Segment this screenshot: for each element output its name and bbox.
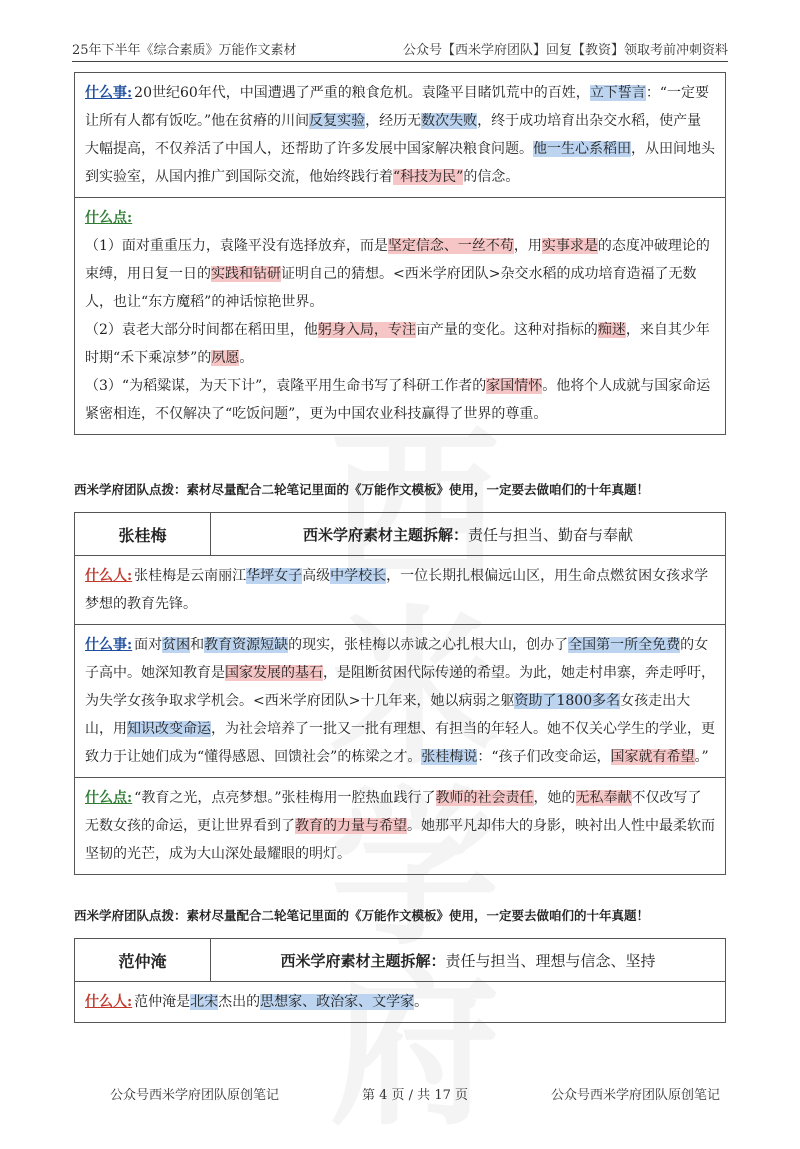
page-footer [110, 1084, 720, 1103]
person-name: 范仲淹 [75, 939, 211, 981]
point-cell [75, 197, 725, 434]
who-label: 什么人: [85, 994, 133, 1010]
material-block-zhang [74, 512, 726, 875]
what-label: 什么事: [85, 85, 133, 101]
who-label: 什么人: [85, 568, 133, 584]
material-block-fan [74, 938, 726, 1023]
who-cell: 什么人: 张桂梅是云南丽江华坪女子高级中学校长，一位长期扎根偏远山区，用生命点燃贫困女孩求学梦想的教育先锋。 [85, 568, 709, 612]
title-row [75, 939, 725, 982]
footer-left: 公众号西米学府团队原创笔记 [110, 1088, 280, 1103]
footer-right: 公众号西米学府团队原创笔记 [550, 1088, 720, 1103]
what-cell: 什么事: 20世纪60年代，中国遭遇了严重的粮食危机。袁隆平目睹饥荒中的百姓，立下誓言：“一定要让所有人都有饭吃。”他在贫瘠的川间反复实验，经历无数次失败，终于成功培育出杂交水稻，使产量大幅提高，不仅养活了中国人，还帮助了许多发展中国家解决粮食问题。他一生心系稻田，从田间地头到实验室，从国内推广到国际交流，他始终践行着“科技为民”的信念。 [85, 85, 715, 185]
tip-note: 西米学府团队点拨：素材尽量配合二轮笔记里面的《万能作文模板》使用，一定要去做咱们的十年真题！ [74, 482, 650, 497]
who-cell: 什么人: 范仲淹是北宋杰出的思想家、政治家、文学家。 [85, 994, 429, 1010]
point-2: （2）袁老大部分时间都在稻田里，他躬身入局，专注亩产量的变化。这种对指标的痴迷，来自其少年时期“禾下乘凉梦”的夙愿。 [85, 322, 710, 366]
material-block-yuan [74, 72, 726, 435]
point-1: （1）面对重重压力，袁隆平没有选择放弃，而是坚定信念、一丝不苟，用实事求是的态度冲破理论的束缚，用日复一日的实践和钻研证明自己的猜想。<西米学府团队>杂交水稻的成功培育造福了无数人，也让“东方魔稻”的神话惊艳世界。 [85, 238, 710, 310]
theme: 西米学府素材主题拆解： 责任与担当、理想与信念、坚持 [280, 951, 656, 970]
point-label: 什么点: [85, 790, 133, 806]
page-header [72, 36, 728, 62]
point-cell: 什么点: “教育之光，点亮梦想。”张桂梅用一腔热血践行了教师的社会责任，她的无私奉献不仅改写了无数女孩的命运，更让世界看到了教育的力量与希望。她那平凡却伟大的身影，映衬出人性中最柔软而坚韧的光芒，成为大山深处最耀眼的明灯。 [75, 777, 725, 874]
what-label: 什么事: [85, 637, 133, 653]
point-label: 什么点: [85, 210, 133, 226]
point-3: （3）“为稻粱谋，为天下计”，袁隆平用生命书写了科研工作者的家国情怀。他将个人成就与国家命运紧密相连，不仅解决了“吃饭问题”，更为中国农业科技赢得了世界的尊重。 [85, 378, 711, 422]
title-row [75, 513, 725, 556]
tip-note: 西米学府团队点拨：素材尽量配合二轮笔记里面的《万能作文模板》使用，一定要去做咱们的十年真题！ [74, 908, 650, 923]
page-number: 第 4 页 / 共 17 页 [362, 1088, 468, 1103]
theme: 西米学府素材主题拆解： 责任与担当、勤奋与奉献 [302, 525, 634, 544]
what-cell: 什么事: 面对贫困和教育资源短缺的现实，张桂梅以赤诚之心扎根大山，创办了全国第一所全免费的女子高中。她深知教育是国家发展的基石，是阻断贫困代际传递的希望。为此，她走村串寨，奔走呼吁，为失学女孩争取求学机会。<西米学府团队>十几年来，她以病弱之躯资助了1800多名女孩走出大山，用知识改变命运，为社会培养了一批又一批有理想、有担当的年轻人。她不仅关心学生的学业，更致力于让她们成为“懂得感恩、回馈社会”的栋梁之才。张桂梅说：“孩子们改变命运，国家就有希望。” [75, 624, 725, 777]
header-left: 25年下半年《综合素质》万能作文素材 [72, 43, 297, 58]
header-right: 公众号【西米学府团队】回复【教资】领取考前冲刺资料 [402, 43, 728, 58]
person-name: 张桂梅 [75, 513, 211, 555]
